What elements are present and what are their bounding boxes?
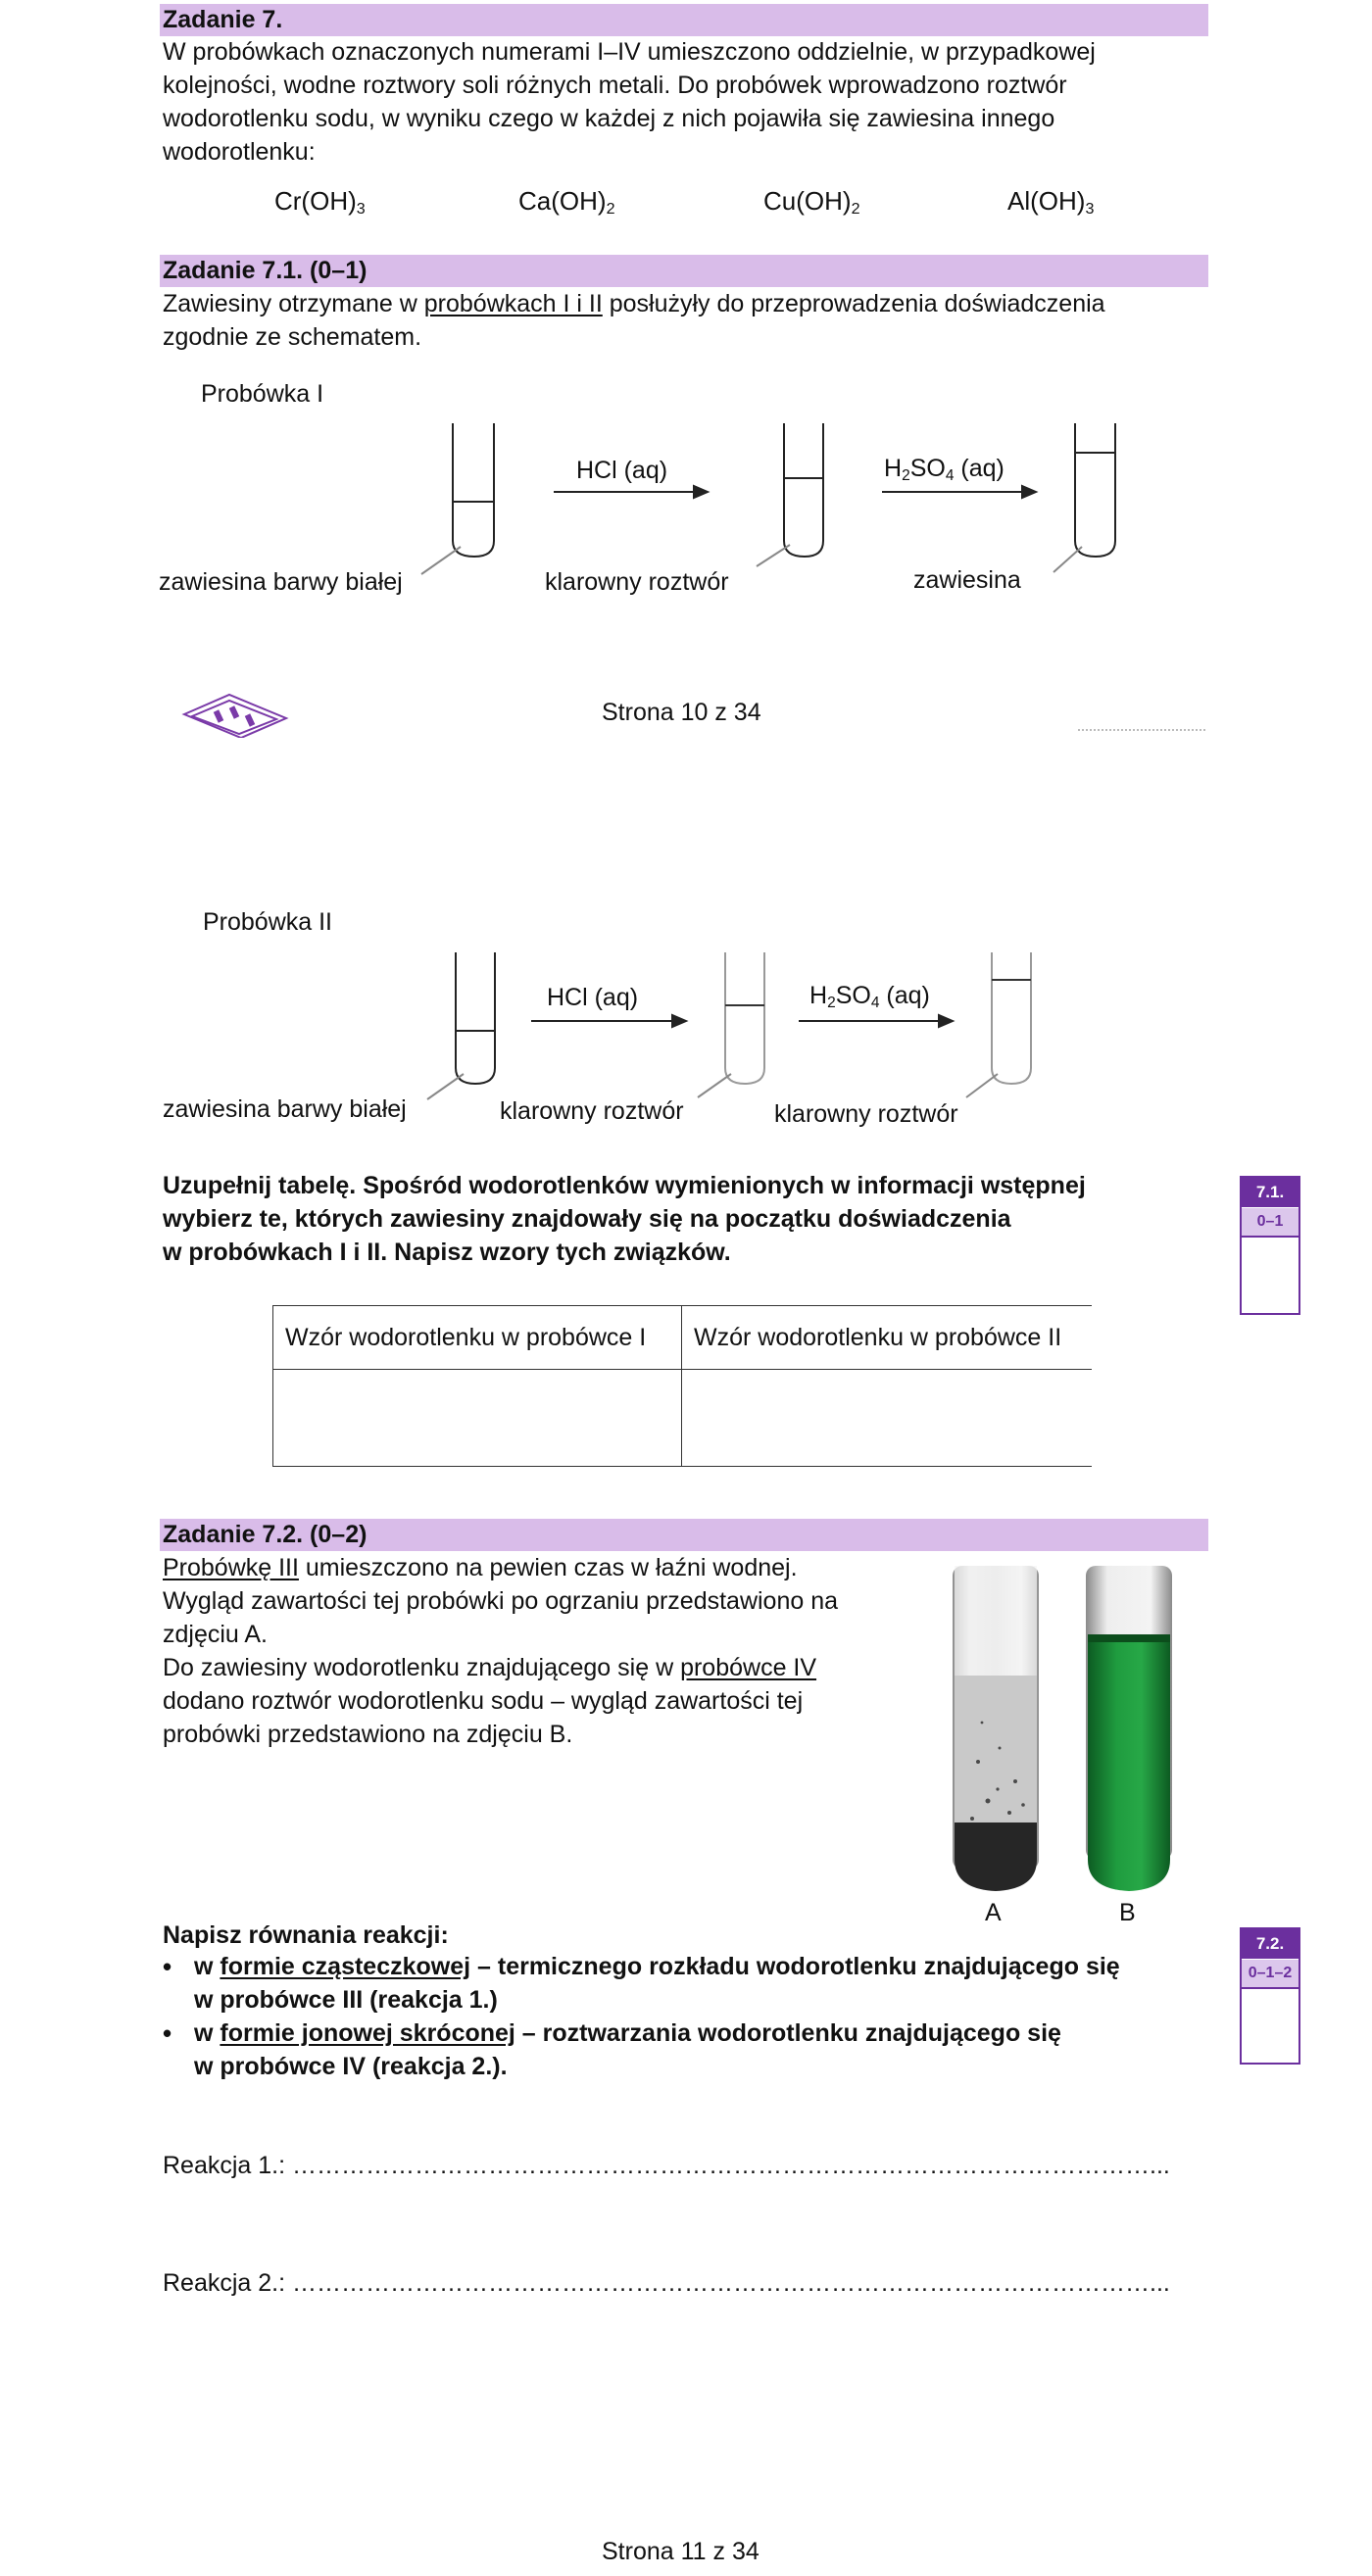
diagram2-svg <box>0 941 1078 1107</box>
answer-table <box>272 1305 1092 1467</box>
formula-cu: $Cu(OH)_2$ <box>763 186 860 219</box>
diagram2-label-3: klarowny roztwór <box>774 1100 958 1128</box>
intro-line: W probówkach oznaczonych numerami I–IV umieszczono oddzielnie, w przypadkowej <box>163 38 1096 66</box>
formula-al: $Al(OH)_3$ <box>1007 186 1095 219</box>
task71-text: Zawiesiny otrzymane w probówkach I i II posłużyły do przeprowadzenia doświadczenia zgodnie ze schematem. <box>163 290 1105 351</box>
score-points: 0–1–2 <box>1242 1959 1298 1989</box>
test-tube-icon <box>421 423 494 574</box>
diagram2-label-2: klarowny roztwór <box>500 1097 684 1125</box>
task7-header: Zadanie 7. <box>160 4 1208 36</box>
intro-line: kolejności, wodne roztwory soli różnych metali. Do probówek wprowadzono roztwór <box>163 72 1067 99</box>
test-tube-icon <box>757 423 823 566</box>
test-tube-icon <box>966 952 1031 1097</box>
diagram1-arrow2-label: $H_2SO_4$ (aq) <box>884 455 1004 484</box>
formula-ca: $Ca(OH)_2$ <box>518 186 615 219</box>
table-header-tube2: Wzór wodorotlenku w probówce II <box>682 1306 1093 1370</box>
diagram1-label-1: zawiesina barwy białej <box>159 568 403 596</box>
task72-text: Probówkę III umieszczono na pewien czas w łaźni wodnej. Wygląd zawartości tej probówki po ogrzaniu przedstawiono na zdjęciu A. Do zawiesiny wodorotlenku znajdującego się w probówce IV dodano roztwór wodorotlenku sodu – wygląd zawartości tej probówki przedstawiono na zdjęciu B. <box>163 1554 839 1748</box>
score-box-72 <box>1240 1927 1300 2065</box>
photo-b-tube-image <box>1082 1566 1176 1895</box>
test-tube-icon <box>427 952 495 1099</box>
task71-header: Zadanie 7.1. (0–1) <box>160 255 1208 287</box>
diagram2-arrow2-label: $H_2SO_4$ (aq) <box>809 982 930 1011</box>
score-entry-field[interactable] <box>1242 1238 1298 1314</box>
arrow-icon <box>531 1015 686 1027</box>
footer-rule <box>1078 729 1205 731</box>
diagram2-label-1: zawiesina barwy białej <box>163 1095 407 1123</box>
instruction-line: w probówkach I i II. Napisz wzory tych związków. <box>163 1239 731 1266</box>
cke-logo-icon <box>176 689 294 738</box>
page11-footer: Strona 11 z 34 <box>602 2538 760 2565</box>
instruction-line: wybierz te, których zawiesiny znajdowały się na początku doświadczenia <box>163 1205 1011 1233</box>
reaction-1-line[interactable]: Reakcja 1.: ……………………………………………………………………………………………... <box>163 2152 1170 2179</box>
photo-a-tube-image <box>949 1566 1043 1895</box>
diagram1-svg <box>0 412 1176 588</box>
test-tube-icon <box>698 952 764 1097</box>
task72-header: Zadanie 7.2. (0–2) <box>160 1519 1208 1551</box>
page10-footer: Strona 10 z 34 <box>602 699 761 726</box>
score-box-71 <box>1240 1176 1300 1315</box>
diagram1-label-3: zawiesina <box>913 566 1021 594</box>
instruction-72-list <box>163 1950 1192 2083</box>
formula-cr: $Cr(OH)_3$ <box>274 186 366 219</box>
arrow-icon <box>554 486 708 498</box>
photo-b-label: B <box>1119 1899 1136 1926</box>
diagram1-title: Probówka I <box>201 380 324 408</box>
answer-cell-tube1[interactable] <box>273 1370 682 1467</box>
answer-cell-tube2[interactable] <box>682 1370 1093 1467</box>
diagram1-label-2: klarowny roztwór <box>545 568 729 596</box>
score-entry-field[interactable] <box>1242 1989 1298 2064</box>
score-label: 7.1. <box>1242 1178 1298 1207</box>
diagram2-title: Probówka II <box>203 908 333 936</box>
instruction-line: Uzupełnij tabelę. Spośród wodorotlenków wymienionych w informacji wstępnej <box>163 1172 1086 1199</box>
arrow-icon <box>882 486 1036 498</box>
instruction-71 <box>163 1169 1086 1269</box>
score-points: 0–1 <box>1242 1207 1298 1238</box>
score-label: 7.2. <box>1242 1929 1298 1959</box>
list-item: • w formie cząsteczkowej – termicznego rozkładu wodorotlenku znajdującego się w probówce III (reakcja 1.) <box>163 1950 1192 2017</box>
arrow-icon <box>799 1015 953 1027</box>
list-item: • w formie jonowej skróconej – roztwarzania wodorotlenku znajdującego się w probówce IV (reakcja 2.). <box>163 2017 1192 2083</box>
instruction-72-lead: Napisz równania reakcji: <box>163 1921 449 1949</box>
diagram1-arrow1-label: HCl (aq) <box>576 457 668 484</box>
test-tube-icon <box>1054 423 1115 572</box>
task7-intro <box>163 35 1096 169</box>
photo-a-label: A <box>985 1899 1002 1926</box>
table-header-tube1: Wzór wodorotlenku w probówce I <box>273 1306 682 1370</box>
intro-line: wodorotlenku: <box>163 138 316 166</box>
diagram2-arrow1-label: HCl (aq) <box>547 984 639 1011</box>
intro-line: wodorotlenku sodu, w wyniku czego w każdej z nich pojawiła się zawiesina innego <box>163 105 1055 132</box>
reaction-2-line[interactable]: Reakcja 2.: ……………………………………………………………………………………………... <box>163 2269 1170 2297</box>
